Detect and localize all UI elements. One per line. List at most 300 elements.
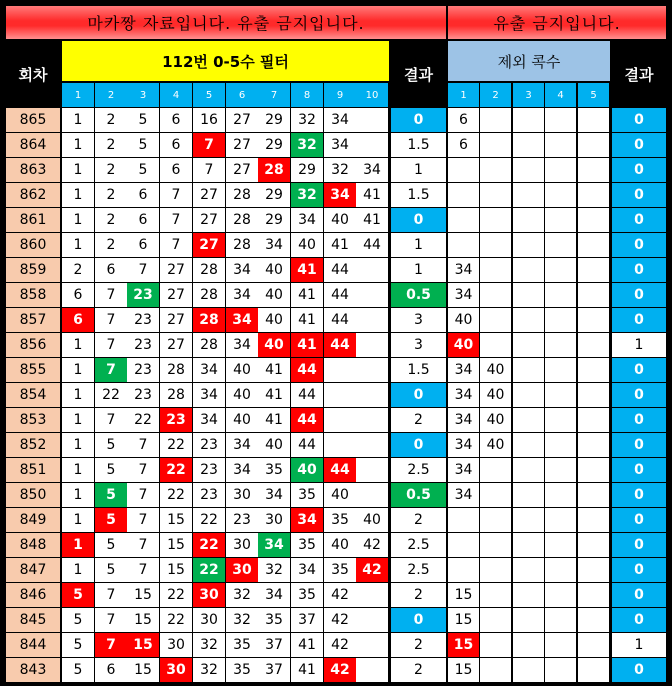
filter-number-cell: 30 <box>226 558 258 582</box>
result-cell: 2 <box>391 658 446 682</box>
round-number: 860 <box>6 233 60 257</box>
exclude-number-cell <box>578 308 609 332</box>
filter-number-cell: 41 <box>258 408 290 432</box>
exclude-number-cell: 15 <box>448 583 479 607</box>
filter-number-cell: 15 <box>160 508 192 532</box>
exclude-number-cell <box>545 458 576 482</box>
filter-number-cell: 40 <box>258 258 290 282</box>
filter-number-cell: 22 <box>127 408 159 432</box>
result2-cell: 0 <box>612 508 666 532</box>
exclude-number-cell <box>578 158 609 182</box>
filter-number-cell: 30 <box>193 608 225 632</box>
exclude-number-cell <box>545 333 576 357</box>
round-number: 845 <box>6 608 60 632</box>
filter-number-cell: 40 <box>291 233 323 257</box>
exclude-number-cell <box>513 233 544 257</box>
round-number: 856 <box>6 333 60 357</box>
filter-number-cell: 41 <box>258 383 290 407</box>
filter-number-cell: 29 <box>258 208 290 232</box>
filter-number-cell: 40 <box>324 208 356 232</box>
exclude-number-cell <box>545 583 576 607</box>
exclude-number-cell <box>513 558 544 582</box>
exclude-number-cell <box>448 233 479 257</box>
exclude-number-cell <box>545 533 576 557</box>
exclude-number-cell <box>578 408 609 432</box>
filter-number-cell: 1 <box>62 358 94 382</box>
result-cell: 0 <box>391 108 446 132</box>
exclude-number-cell: 40 <box>480 433 511 457</box>
filter-number-cell: 41 <box>356 183 388 207</box>
filter-number-cell: 7 <box>95 358 127 382</box>
round-number: 847 <box>6 558 60 582</box>
filter-number-cell <box>356 308 388 332</box>
result2-cell: 1 <box>612 333 666 357</box>
filter-number-cell: 7 <box>95 308 127 332</box>
exclude-number-cell <box>545 408 576 432</box>
filter-number-cell: 27 <box>160 333 192 357</box>
exclude-number-cell: 15 <box>448 608 479 632</box>
filter-number-cell: 42 <box>324 658 356 682</box>
round-number: 849 <box>6 508 60 532</box>
filter-number-cell: 7 <box>95 283 127 307</box>
result-cell: 0 <box>391 433 446 457</box>
filter-number-cell: 44 <box>291 358 323 382</box>
exclude-number-cell: 34 <box>448 258 479 282</box>
result2-header: 결과 <box>612 41 666 107</box>
result2-cell: 0 <box>612 283 666 307</box>
filter-number-cell: 1 <box>62 333 94 357</box>
exclude-number-cell <box>578 333 609 357</box>
filter-number-cell: 1 <box>62 458 94 482</box>
filter-number-cell: 1 <box>62 183 94 207</box>
exclude-number-cell <box>513 583 544 607</box>
exclude-number-cell <box>578 208 609 232</box>
filter-number-cell: 34 <box>356 158 388 182</box>
exclude-number-cell <box>513 533 544 557</box>
filter-number-cell: 28 <box>193 333 225 357</box>
exclude-number-cell <box>513 283 544 307</box>
round-number: 851 <box>6 458 60 482</box>
exclude-number-cell <box>578 533 609 557</box>
filter-number-cell: 35 <box>226 633 258 657</box>
filter-number-cell: 44 <box>324 333 356 357</box>
filter-number-cell: 35 <box>324 558 356 582</box>
filter-number-cell: 28 <box>193 258 225 282</box>
filter-number-cell: 1 <box>62 558 94 582</box>
filter-number-cell: 44 <box>291 433 323 457</box>
filter-number-cell: 35 <box>258 608 290 632</box>
exclude-number-cell <box>545 358 576 382</box>
filter-number-cell: 6 <box>160 158 192 182</box>
filter-number-cell: 27 <box>226 133 258 157</box>
filter-number-cell: 27 <box>193 183 225 207</box>
filter-number-cell: 23 <box>193 458 225 482</box>
exclude-number-cell <box>480 108 511 132</box>
filter-number-cell: 34 <box>258 533 290 557</box>
exclude-number-cell <box>480 608 511 632</box>
result2-cell: 0 <box>612 583 666 607</box>
filter-column-number: 6 <box>226 83 258 107</box>
exclude-number-cell: 34 <box>448 433 479 457</box>
round-number: 843 <box>6 658 60 682</box>
filter-number-cell: 28 <box>193 283 225 307</box>
exclude-number-cell <box>578 658 609 682</box>
filter-number-cell: 1 <box>62 533 94 557</box>
filter-number-cell: 27 <box>226 108 258 132</box>
exclude-number-cell <box>480 183 511 207</box>
filter-number-cell <box>356 133 388 157</box>
filter-number-cell: 42 <box>356 558 388 582</box>
round-number: 863 <box>6 158 60 182</box>
filter-number-cell: 42 <box>324 608 356 632</box>
filter-number-cell: 30 <box>160 633 192 657</box>
exclude-column-number: 5 <box>578 83 609 107</box>
round-number: 853 <box>6 408 60 432</box>
filter-number-cell: 44 <box>324 458 356 482</box>
filter-number-cell: 28 <box>258 158 290 182</box>
filter-number-cell: 30 <box>258 508 290 532</box>
filter-number-cell: 27 <box>160 258 192 282</box>
filter-number-cell <box>356 608 388 632</box>
exclude-number-cell <box>578 558 609 582</box>
exclude-number-cell <box>480 533 511 557</box>
exclude-number-cell <box>545 483 576 507</box>
filter-number-cell: 2 <box>95 208 127 232</box>
exclude-number-cell <box>513 508 544 532</box>
filter-number-cell: 37 <box>258 633 290 657</box>
filter-number-cell: 40 <box>291 458 323 482</box>
exclude-number-cell: 6 <box>448 133 479 157</box>
exclude-number-cell: 34 <box>448 408 479 432</box>
exclude-number-cell <box>578 358 609 382</box>
filter-number-cell: 1 <box>62 158 94 182</box>
filter-number-cell: 40 <box>258 433 290 457</box>
filter-number-cell: 34 <box>193 383 225 407</box>
exclude-number-cell <box>448 508 479 532</box>
exclude-number-cell <box>448 158 479 182</box>
exclude-number-cell <box>480 458 511 482</box>
exclude-number-cell: 6 <box>448 108 479 132</box>
filter-number-cell: 34 <box>226 458 258 482</box>
filter-number-cell: 27 <box>226 158 258 182</box>
filter-number-cell: 22 <box>160 608 192 632</box>
exclude-number-cell <box>480 258 511 282</box>
filter-column-number: 5 <box>193 83 225 107</box>
result2-cell: 0 <box>612 108 666 132</box>
result2-cell: 0 <box>612 358 666 382</box>
filter-number-cell: 32 <box>291 133 323 157</box>
round-number: 854 <box>6 383 60 407</box>
filter-number-cell: 34 <box>258 583 290 607</box>
exclude-number-cell <box>578 633 609 657</box>
filter-number-cell: 5 <box>127 133 159 157</box>
filter-number-cell: 5 <box>127 158 159 182</box>
filter-column-number: 7 <box>258 83 290 107</box>
exclude-number-cell <box>578 283 609 307</box>
filter-number-cell: 7 <box>127 508 159 532</box>
round-number: 862 <box>6 183 60 207</box>
filter-number-cell: 42 <box>324 633 356 657</box>
exclude-column-number: 4 <box>545 83 576 107</box>
exclude-number-cell <box>448 183 479 207</box>
filter-number-cell: 32 <box>258 558 290 582</box>
result-cell: 1 <box>391 258 446 282</box>
exclude-number-cell: 40 <box>480 408 511 432</box>
filter-number-cell: 27 <box>160 308 192 332</box>
filter-number-cell: 32 <box>324 158 356 182</box>
exclude-number-cell <box>578 133 609 157</box>
filter-number-cell: 37 <box>291 608 323 632</box>
round-number: 864 <box>6 133 60 157</box>
filter-number-cell: 2 <box>95 183 127 207</box>
filter-number-cell: 34 <box>193 358 225 382</box>
exclude-number-cell <box>513 458 544 482</box>
exclude-number-cell <box>480 483 511 507</box>
exclude-number-cell <box>545 433 576 457</box>
filter-number-cell: 6 <box>160 108 192 132</box>
filter-number-cell: 6 <box>160 133 192 157</box>
filter-number-cell: 7 <box>160 233 192 257</box>
filter-number-cell: 6 <box>95 658 127 682</box>
filter-number-cell: 42 <box>356 533 388 557</box>
exclude-number-cell <box>513 183 544 207</box>
filter-number-cell: 22 <box>160 458 192 482</box>
filter-number-cell <box>356 258 388 282</box>
exclude-number-cell <box>545 208 576 232</box>
filter-number-cell: 40 <box>226 383 258 407</box>
exclude-number-cell <box>513 333 544 357</box>
filter-number-cell: 2 <box>62 258 94 282</box>
round-number: 852 <box>6 433 60 457</box>
exclude-number-cell <box>448 558 479 582</box>
filter-number-cell: 5 <box>95 558 127 582</box>
filter-number-cell: 29 <box>258 183 290 207</box>
exclude-number-cell <box>513 658 544 682</box>
filter-number-cell: 5 <box>62 583 94 607</box>
exclude-number-cell: 15 <box>448 633 479 657</box>
filter-number-cell: 7 <box>127 533 159 557</box>
filter-number-cell: 34 <box>291 208 323 232</box>
exclude-number-cell <box>578 458 609 482</box>
filter-number-cell: 22 <box>160 433 192 457</box>
exclude-number-cell <box>578 183 609 207</box>
filter-number-cell: 41 <box>258 358 290 382</box>
filter-number-cell: 7 <box>95 333 127 357</box>
filter-number-cell: 32 <box>193 633 225 657</box>
exclude-number-cell: 34 <box>448 383 479 407</box>
filter-header: 112번 0-5수 필터 <box>62 41 389 81</box>
filter-number-cell: 22 <box>95 383 127 407</box>
filter-number-cell: 6 <box>127 208 159 232</box>
exclude-number-cell <box>513 383 544 407</box>
exclude-column-number: 2 <box>480 83 511 107</box>
filter-number-cell <box>356 458 388 482</box>
filter-number-cell: 35 <box>291 533 323 557</box>
filter-number-cell <box>356 433 388 457</box>
exclude-number-cell <box>545 183 576 207</box>
result2-cell: 0 <box>612 433 666 457</box>
filter-number-cell: 40 <box>226 358 258 382</box>
exclude-number-cell <box>578 508 609 532</box>
exclude-number-cell: 40 <box>448 333 479 357</box>
exclude-column-number: 1 <box>448 83 479 107</box>
exclude-number-cell <box>513 208 544 232</box>
exclude-number-cell <box>513 633 544 657</box>
result2-cell: 0 <box>612 533 666 557</box>
exclude-number-cell <box>578 258 609 282</box>
result-cell: 0 <box>391 608 446 632</box>
result-cell: 3 <box>391 333 446 357</box>
result2-cell: 0 <box>612 408 666 432</box>
exclude-number-cell: 34 <box>448 483 479 507</box>
result-cell: 1 <box>391 158 446 182</box>
filter-number-cell: 41 <box>291 308 323 332</box>
filter-number-cell: 5 <box>95 483 127 507</box>
filter-number-cell: 7 <box>127 458 159 482</box>
filter-number-cell: 23 <box>193 433 225 457</box>
result-cell: 2 <box>391 508 446 532</box>
exclude-number-cell: 40 <box>480 358 511 382</box>
filter-number-cell: 34 <box>226 333 258 357</box>
filter-number-cell <box>356 408 388 432</box>
filter-number-cell: 40 <box>324 533 356 557</box>
filter-number-cell: 6 <box>127 233 159 257</box>
filter-number-cell: 5 <box>95 433 127 457</box>
filter-number-cell <box>356 333 388 357</box>
exclude-number-cell <box>480 233 511 257</box>
result-cell: 2 <box>391 583 446 607</box>
filter-number-cell: 32 <box>291 183 323 207</box>
filter-number-cell: 44 <box>291 408 323 432</box>
filter-number-cell: 5 <box>127 108 159 132</box>
exclude-number-cell <box>448 533 479 557</box>
filter-number-cell: 16 <box>193 108 225 132</box>
filter-number-cell: 1 <box>62 383 94 407</box>
filter-number-cell <box>356 483 388 507</box>
filter-number-cell: 34 <box>193 408 225 432</box>
filter-number-cell: 15 <box>127 633 159 657</box>
filter-number-cell: 40 <box>258 308 290 332</box>
filter-number-cell: 2 <box>95 133 127 157</box>
filter-number-cell: 41 <box>291 258 323 282</box>
exclude-number-cell <box>480 633 511 657</box>
exclude-number-cell <box>545 308 576 332</box>
filter-number-cell: 40 <box>356 508 388 532</box>
result-cell: 3 <box>391 308 446 332</box>
exclude-number-cell <box>513 108 544 132</box>
exclude-number-cell <box>545 383 576 407</box>
exclude-number-cell <box>480 158 511 182</box>
filter-number-cell: 29 <box>258 108 290 132</box>
filter-number-cell: 32 <box>193 658 225 682</box>
exclude-number-cell <box>513 308 544 332</box>
filter-number-cell: 23 <box>226 508 258 532</box>
filter-number-cell <box>356 358 388 382</box>
filter-column-number: 3 <box>127 83 159 107</box>
exclude-number-cell <box>513 133 544 157</box>
exclude-number-cell <box>513 258 544 282</box>
filter-number-cell <box>356 108 388 132</box>
filter-number-cell: 15 <box>127 583 159 607</box>
exclude-number-cell <box>578 383 609 407</box>
filter-number-cell <box>356 633 388 657</box>
filter-number-cell: 35 <box>258 458 290 482</box>
result-cell: 1.5 <box>391 183 446 207</box>
filter-number-cell: 7 <box>193 158 225 182</box>
filter-number-cell: 7 <box>127 558 159 582</box>
exclude-number-cell <box>545 133 576 157</box>
filter-number-cell: 28 <box>160 358 192 382</box>
filter-number-cell: 32 <box>226 583 258 607</box>
filter-number-cell: 40 <box>324 483 356 507</box>
exclude-header: 제외 콕수 <box>448 41 610 81</box>
round-number: 844 <box>6 633 60 657</box>
filter-number-cell: 7 <box>95 583 127 607</box>
filter-number-cell: 35 <box>291 483 323 507</box>
round-number: 865 <box>6 108 60 132</box>
exclude-number-cell <box>480 208 511 232</box>
filter-number-cell: 28 <box>226 208 258 232</box>
filter-number-cell <box>324 358 356 382</box>
exclude-number-cell <box>578 583 609 607</box>
filter-number-cell: 15 <box>160 533 192 557</box>
filter-number-cell: 42 <box>324 583 356 607</box>
filter-number-cell: 23 <box>127 333 159 357</box>
filter-column-number: 4 <box>160 83 192 107</box>
exclude-number-cell <box>545 508 576 532</box>
filter-number-cell: 35 <box>291 583 323 607</box>
filter-number-cell: 7 <box>160 208 192 232</box>
filter-number-cell: 35 <box>324 508 356 532</box>
filter-number-cell: 7 <box>193 133 225 157</box>
filter-number-cell: 40 <box>258 283 290 307</box>
filter-number-cell: 5 <box>62 658 94 682</box>
filter-number-cell: 41 <box>291 633 323 657</box>
filter-number-cell <box>356 583 388 607</box>
round-number: 858 <box>6 283 60 307</box>
filter-number-cell: 34 <box>291 508 323 532</box>
result2-cell: 0 <box>612 483 666 507</box>
exclude-number-cell: 40 <box>448 308 479 332</box>
filter-number-cell: 28 <box>193 308 225 332</box>
filter-number-cell: 15 <box>127 658 159 682</box>
result2-cell: 1 <box>612 633 666 657</box>
filter-number-cell: 28 <box>226 233 258 257</box>
filter-column-number: 9 <box>324 83 356 107</box>
filter-number-cell: 2 <box>95 108 127 132</box>
exclude-number-cell <box>448 208 479 232</box>
round-number: 855 <box>6 358 60 382</box>
result2-cell: 0 <box>612 183 666 207</box>
result2-cell: 0 <box>612 458 666 482</box>
filter-number-cell: 7 <box>160 183 192 207</box>
exclude-number-cell <box>480 308 511 332</box>
filter-number-cell: 30 <box>226 483 258 507</box>
filter-number-cell <box>324 408 356 432</box>
filter-number-cell: 23 <box>160 408 192 432</box>
result2-cell: 0 <box>612 383 666 407</box>
exclude-number-cell: 34 <box>448 458 479 482</box>
title-left: 마카짱 자료입니다. 유출 금지입니다. <box>6 6 446 39</box>
filter-number-cell: 1 <box>62 433 94 457</box>
filter-number-cell <box>324 433 356 457</box>
filter-number-cell: 34 <box>226 308 258 332</box>
exclude-number-cell <box>513 608 544 632</box>
filter-column-number: 8 <box>291 83 323 107</box>
round-number: 846 <box>6 583 60 607</box>
filter-number-cell: 41 <box>356 208 388 232</box>
filter-number-cell: 1 <box>62 108 94 132</box>
